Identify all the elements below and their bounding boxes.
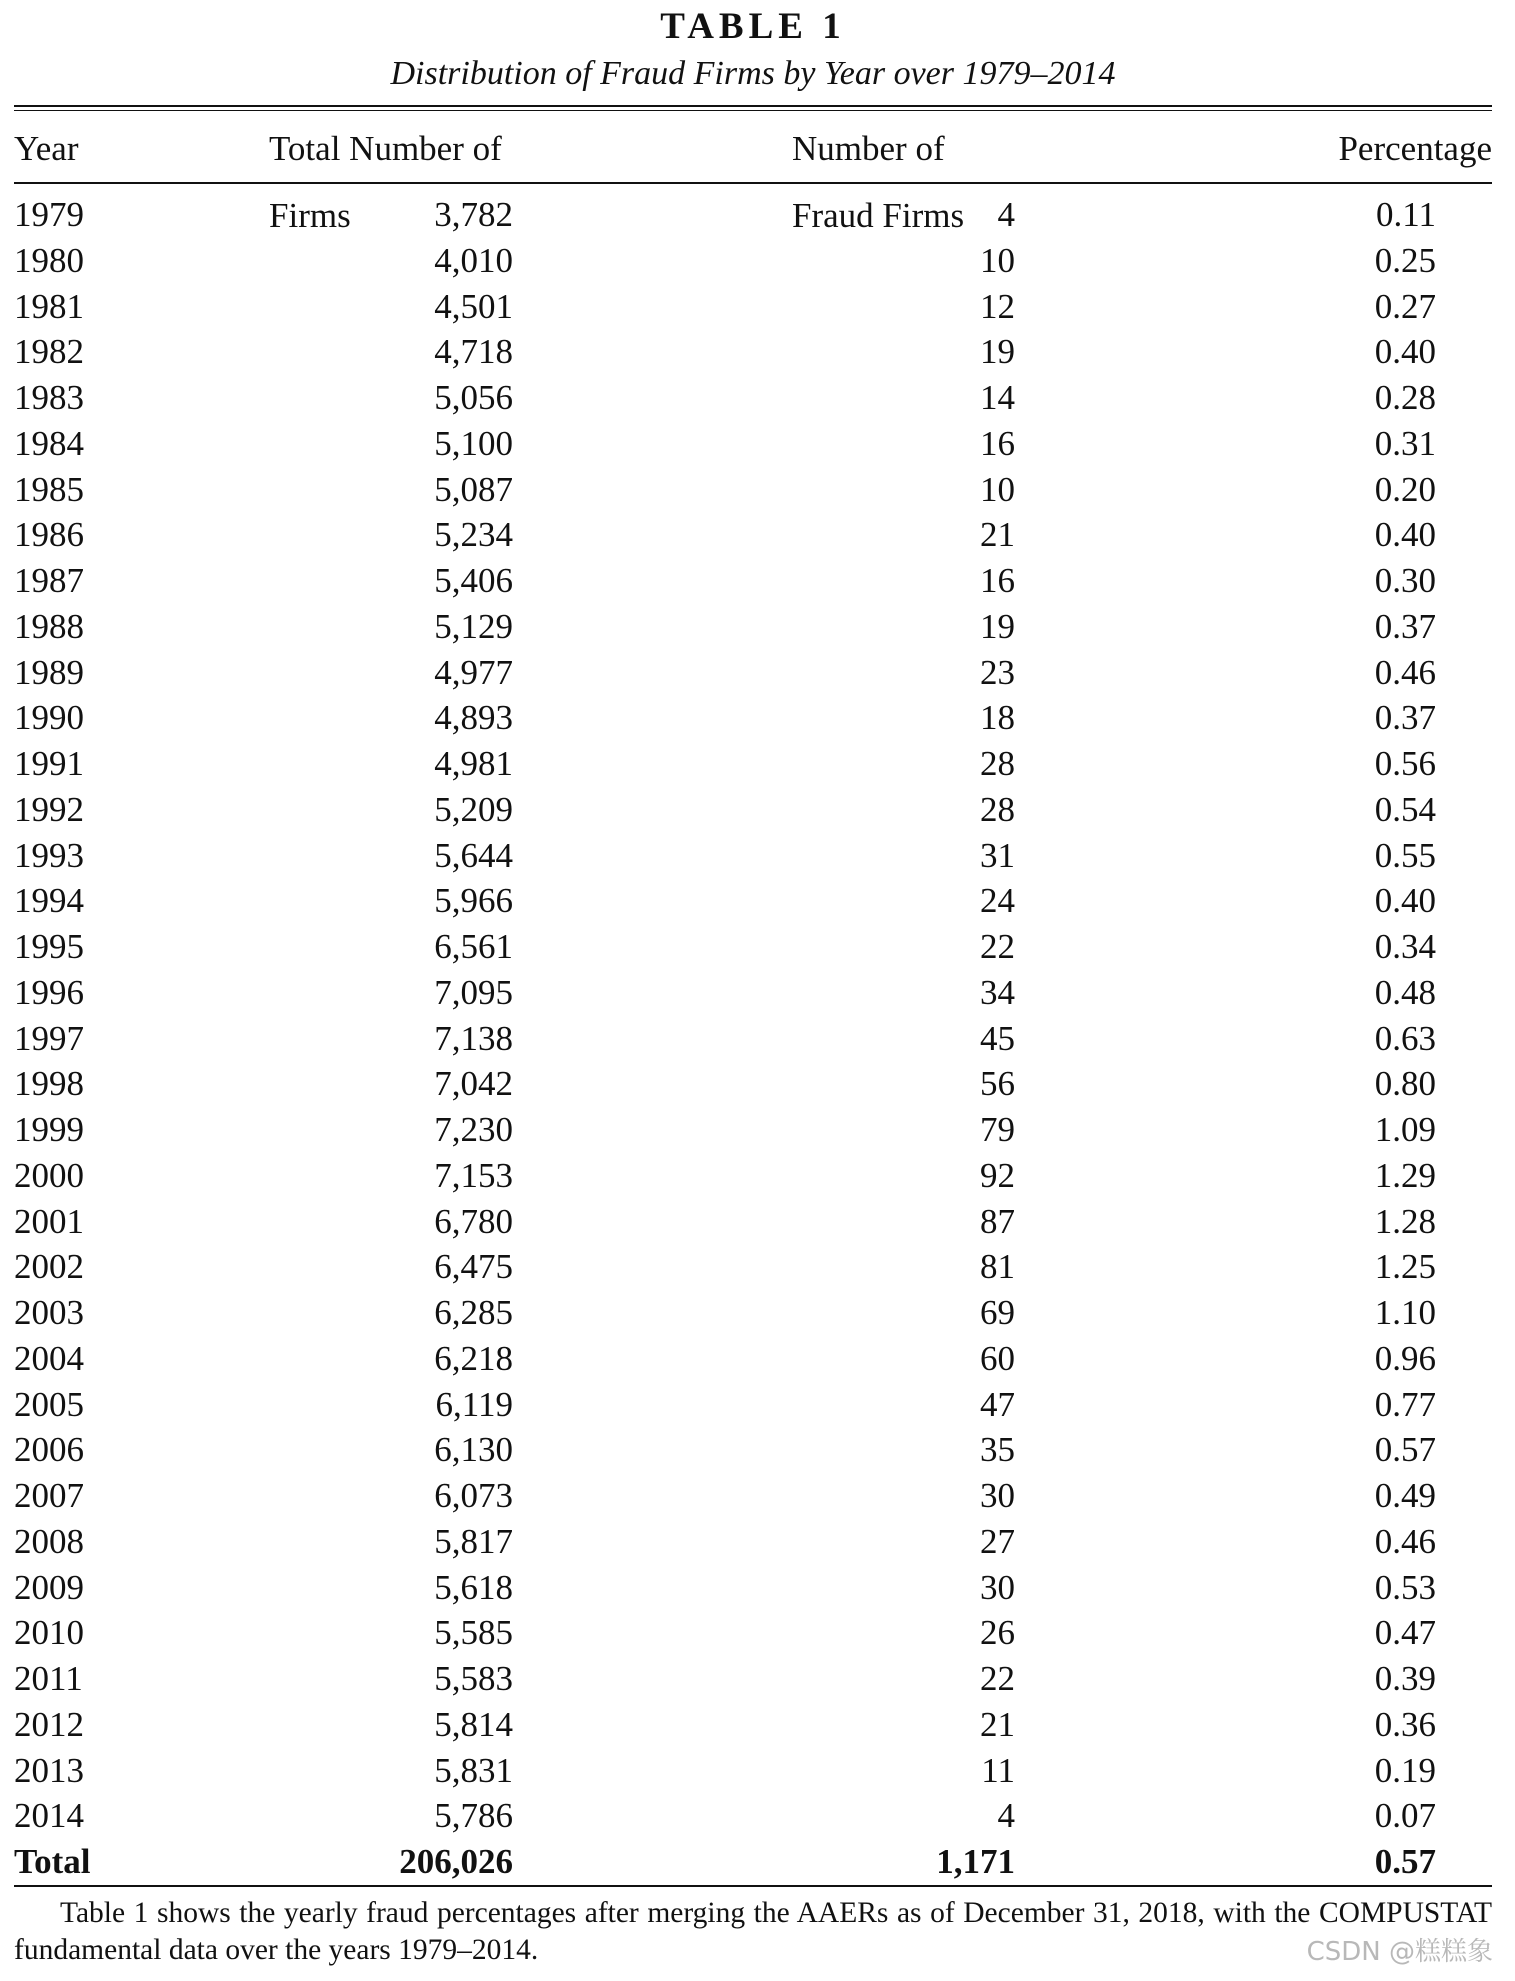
cell-fraud-firms: 79 <box>980 1110 1015 1149</box>
cell-year: 1997 <box>14 1018 84 1058</box>
cell-fraud-firms: 10 <box>980 240 1015 280</box>
table-row <box>14 695 1492 741</box>
table-row <box>14 604 1492 650</box>
cell-fraud-firms: 87 <box>980 1201 1015 1241</box>
table-row <box>14 1107 1492 1153</box>
cell-percentage: 0.80 <box>1374 1064 1436 1104</box>
cell-year: 2003 <box>14 1293 84 1332</box>
cell-percentage: 0.53 <box>1374 1567 1436 1607</box>
table-row <box>14 421 1492 467</box>
cell-fraud-firms: 28 <box>980 744 1015 783</box>
cell-year: 2013 <box>14 1750 84 1790</box>
cell-fraud-firms: 22 <box>980 1659 1015 1698</box>
cell-total-firms: 5,817 <box>434 1521 513 1561</box>
table-row <box>14 1290 1492 1336</box>
cell-year: 1979 <box>14 195 84 234</box>
table-row <box>14 1748 1492 1794</box>
header-fraud-firms: Number of Fraud Firms <box>792 129 965 235</box>
table-row <box>14 1336 1492 1382</box>
cell-year: 1984 <box>14 423 84 463</box>
cell-fraud-firms: 26 <box>980 1613 1015 1653</box>
header-year: Year <box>14 129 79 168</box>
cell-fraud-firms: 30 <box>980 1476 1015 1515</box>
cell-total-firms: 5,209 <box>434 789 513 829</box>
cell-total-firms: 4,981 <box>434 744 513 783</box>
table-row <box>14 878 1492 924</box>
cell-year: 1998 <box>14 1064 84 1104</box>
cell-total-firms: 5,056 <box>434 378 513 417</box>
cell-total-firms: 6,218 <box>434 1338 513 1378</box>
table-body <box>14 184 1492 1839</box>
table-row <box>14 192 1492 238</box>
cell-year: 1982 <box>14 332 84 372</box>
cell-fraud-firms: 27 <box>980 1521 1015 1561</box>
cell-total-firms: 4,501 <box>434 286 513 326</box>
table-row <box>14 650 1492 696</box>
table-label: TABLE 1 <box>660 6 846 47</box>
cell-percentage: 0.96 <box>1374 1338 1436 1378</box>
cell-fraud-firms: 92 <box>980 1155 1015 1195</box>
cell-year: 1996 <box>14 972 84 1012</box>
table-row <box>14 512 1492 558</box>
cell-fraud-firms: 14 <box>980 378 1015 417</box>
table-row <box>14 1382 1492 1428</box>
cell-year: 2012 <box>14 1704 84 1744</box>
cell-percentage: 0.49 <box>1374 1476 1436 1515</box>
table-row <box>14 1153 1492 1199</box>
cell-percentage: 0.31 <box>1374 423 1436 463</box>
cell-total-firms: 7,042 <box>434 1064 513 1104</box>
table-row <box>14 1793 1492 1839</box>
cell-total-firms: 6,073 <box>434 1476 513 1515</box>
cell-year: 2008 <box>14 1521 84 1561</box>
cell-fraud-firms: 4 <box>997 195 1015 234</box>
table-row <box>14 1427 1492 1473</box>
cell-year: 1990 <box>14 698 84 738</box>
cell-fraud-firms: 47 <box>980 1384 1015 1424</box>
cell-total-firms: 5,585 <box>434 1613 513 1653</box>
cell-percentage: 1.09 <box>1374 1110 1436 1149</box>
cell-total-firms: 7,138 <box>434 1018 513 1058</box>
cell-percentage: 0.27 <box>1374 286 1436 326</box>
cell-percentage: 0.77 <box>1374 1384 1436 1424</box>
cell-fraud-firms: 19 <box>980 606 1015 646</box>
cell-fraud-firms: 30 <box>980 1567 1015 1607</box>
cell-year: 2004 <box>14 1338 84 1378</box>
table-note: Table 1 shows the yearly fraud percentages after merging the AAERs as of December 31, 2018, with the COMPUSTAT fundamental data over the years 1979–2014. <box>14 1897 1492 1966</box>
cell-year: 1985 <box>14 469 84 509</box>
cell-percentage: 0.55 <box>1374 835 1436 875</box>
cell-year: 1989 <box>14 652 84 692</box>
table-row <box>14 284 1492 330</box>
cell-percentage: 0.46 <box>1374 652 1436 692</box>
cell-fraud-firms: 81 <box>980 1247 1015 1287</box>
cell-total-firms: 5,129 <box>434 606 513 646</box>
cell-percentage: 0.54 <box>1374 789 1436 829</box>
table-row <box>14 741 1492 787</box>
cell-fraud-firms: 31 <box>980 835 1015 875</box>
cell-total-firms: 5,814 <box>434 1704 513 1744</box>
cell-total-firms: 5,583 <box>434 1659 513 1698</box>
header-total-firms: Total Number of Firms <box>269 129 502 235</box>
cell-year: 2011 <box>14 1659 83 1698</box>
cell-fraud-firms: 19 <box>980 332 1015 372</box>
cell-year: 1995 <box>14 927 84 966</box>
cell-percentage: 0.30 <box>1374 561 1436 600</box>
cell-total-firms: 6,119 <box>435 1384 513 1424</box>
cell-percentage: 0.57 <box>1374 1430 1436 1470</box>
cell-year: 2001 <box>14 1201 84 1241</box>
cell-fraud-firms: 21 <box>980 515 1015 555</box>
cell-fraud-firms: 56 <box>980 1064 1015 1104</box>
cell-year: 2014 <box>14 1796 84 1836</box>
cell-total-firms: 5,087 <box>434 469 513 509</box>
cell-fraud-firms: 23 <box>980 652 1015 692</box>
cell-fraud-firms: 60 <box>980 1338 1015 1378</box>
cell-fraud-firms: 35 <box>980 1430 1015 1470</box>
cell-percentage: 1.10 <box>1374 1293 1436 1332</box>
cell-percentage: 0.34 <box>1374 927 1436 966</box>
table-total-row <box>14 1839 1492 1885</box>
watermark: CSDN @糕糕象 <box>1306 1937 1493 1967</box>
cell-fraud-firms: 45 <box>980 1018 1015 1058</box>
cell-percentage: 0.11 <box>1376 195 1436 234</box>
cell-total-firms: 6,285 <box>434 1293 513 1332</box>
cell-percentage: 0.40 <box>1374 881 1436 921</box>
table-row <box>14 1656 1492 1702</box>
cell-total-firms: 7,153 <box>434 1155 513 1195</box>
cell-percentage: 0.39 <box>1374 1659 1436 1698</box>
table-row <box>14 970 1492 1016</box>
total-label: Total <box>14 1842 91 1881</box>
table-page <box>14 0 1492 1969</box>
cell-total-firms: 5,966 <box>434 881 513 921</box>
table-row <box>14 833 1492 879</box>
cell-year: 1993 <box>14 835 84 875</box>
cell-percentage: 0.46 <box>1374 1521 1436 1561</box>
cell-total-firms: 4,010 <box>434 240 513 280</box>
cell-year: 1988 <box>14 606 84 646</box>
cell-year: 1987 <box>14 561 84 600</box>
cell-year: 2010 <box>14 1613 84 1653</box>
cell-total-firms: 3,782 <box>434 195 513 234</box>
cell-percentage: 0.36 <box>1374 1704 1436 1744</box>
table-row <box>14 1061 1492 1107</box>
cell-fraud-firms: 22 <box>980 927 1015 966</box>
table-row <box>14 1016 1492 1062</box>
cell-year: 1981 <box>14 286 84 326</box>
table-row <box>14 375 1492 421</box>
cell-year: 2009 <box>14 1567 84 1607</box>
cell-year: 2002 <box>14 1247 84 1287</box>
cell-year: 2007 <box>14 1476 84 1515</box>
cell-percentage: 0.63 <box>1374 1018 1436 1058</box>
cell-total-firms: 7,095 <box>434 972 513 1012</box>
table-caption: Distribution of Fraud Firms by Year over 1979–2014 <box>390 55 1116 92</box>
table-row <box>14 238 1492 284</box>
cell-year: 1994 <box>14 881 84 921</box>
table-row <box>14 1244 1492 1290</box>
cell-total-firms: 7,230 <box>434 1110 513 1149</box>
cell-year: 1992 <box>14 789 84 829</box>
cell-percentage: 1.25 <box>1374 1247 1436 1287</box>
cell-total-firms: 6,130 <box>434 1430 513 1470</box>
cell-fraud-firms: 16 <box>980 561 1015 600</box>
total-firms-value: 206,026 <box>399 1842 513 1881</box>
cell-year: 2005 <box>14 1384 84 1424</box>
table-row <box>14 558 1492 604</box>
cell-year: 1999 <box>14 1110 84 1149</box>
cell-percentage: 0.28 <box>1374 378 1436 417</box>
cell-total-firms: 5,831 <box>434 1750 513 1790</box>
cell-total-firms: 5,644 <box>434 835 513 875</box>
cell-percentage: 0.25 <box>1374 240 1436 280</box>
cell-total-firms: 6,780 <box>434 1201 513 1241</box>
table-row <box>14 1199 1492 1245</box>
cell-fraud-firms: 10 <box>980 469 1015 509</box>
cell-year: 1991 <box>14 744 84 783</box>
cell-percentage: 1.28 <box>1374 1201 1436 1241</box>
cell-fraud-firms: 4 <box>997 1796 1015 1836</box>
total-fraud-value: 1,171 <box>936 1842 1015 1881</box>
cell-percentage: 1.29 <box>1374 1155 1436 1195</box>
cell-fraud-firms: 11 <box>981 1750 1015 1790</box>
cell-percentage: 0.40 <box>1374 515 1436 555</box>
total-percentage-value: 0.57 <box>1374 1842 1436 1881</box>
cell-percentage: 0.19 <box>1374 1750 1436 1790</box>
cell-total-firms: 4,893 <box>434 698 513 738</box>
table-row <box>14 467 1492 513</box>
table-row <box>14 1702 1492 1748</box>
cell-percentage: 0.48 <box>1374 972 1436 1012</box>
table-row <box>14 1610 1492 1656</box>
cell-percentage: 0.47 <box>1374 1613 1436 1653</box>
cell-percentage: 0.37 <box>1374 606 1436 646</box>
cell-total-firms: 5,234 <box>434 515 513 555</box>
cell-total-firms: 5,406 <box>434 561 513 600</box>
cell-fraud-firms: 18 <box>980 698 1015 738</box>
cell-total-firms: 5,618 <box>434 1567 513 1607</box>
header-percentage: Percentage <box>1338 129 1492 168</box>
cell-fraud-firms: 16 <box>980 423 1015 463</box>
cell-percentage: 0.40 <box>1374 332 1436 372</box>
table-row <box>14 1473 1492 1519</box>
table-row <box>14 787 1492 833</box>
cell-fraud-firms: 24 <box>980 881 1015 921</box>
cell-year: 2006 <box>14 1430 84 1470</box>
cell-percentage: 0.07 <box>1374 1796 1436 1836</box>
cell-total-firms: 6,561 <box>434 927 513 966</box>
cell-year: 2000 <box>14 1155 84 1195</box>
table-row <box>14 1519 1492 1565</box>
cell-total-firms: 5,100 <box>434 423 513 463</box>
cell-total-firms: 5,786 <box>434 1796 513 1836</box>
cell-total-firms: 4,977 <box>434 652 513 692</box>
cell-fraud-firms: 21 <box>980 1704 1015 1744</box>
cell-total-firms: 6,475 <box>434 1247 513 1287</box>
cell-percentage: 0.20 <box>1374 469 1436 509</box>
cell-total-firms: 4,718 <box>434 332 513 372</box>
cell-percentage: 0.56 <box>1374 744 1436 783</box>
table-row <box>14 329 1492 375</box>
cell-fraud-firms: 12 <box>980 286 1015 326</box>
cell-fraud-firms: 69 <box>980 1293 1015 1332</box>
table-row <box>14 1565 1492 1611</box>
cell-year: 1986 <box>14 515 84 555</box>
cell-fraud-firms: 34 <box>980 972 1015 1012</box>
cell-year: 1980 <box>14 240 84 280</box>
cell-year: 1983 <box>14 378 84 417</box>
cell-percentage: 0.37 <box>1374 698 1436 738</box>
cell-fraud-firms: 28 <box>980 789 1015 829</box>
table-row <box>14 924 1492 970</box>
